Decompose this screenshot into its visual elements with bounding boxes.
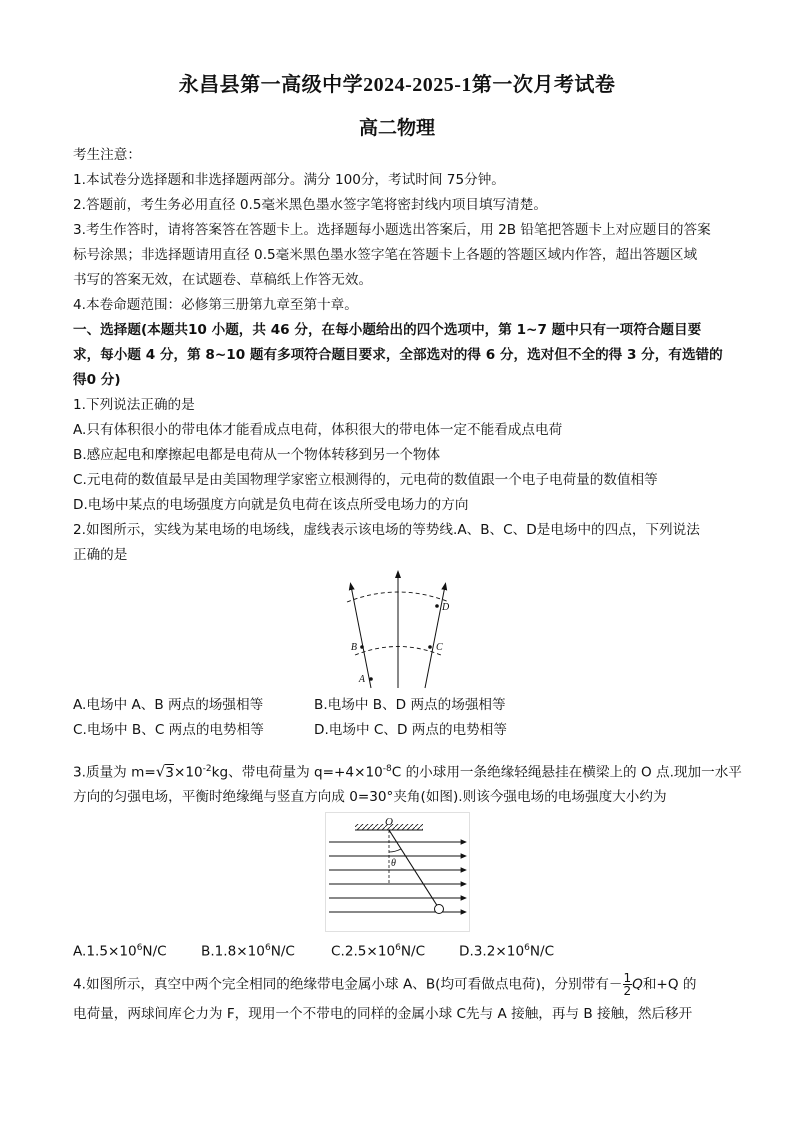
q1-stem: 1.下列说法正确的是 — [73, 397, 195, 413]
q1-option-d: D.电场中某点的电场强度方向就是负电荷在该点所受电场力的方向 — [73, 497, 469, 513]
point-b-dot — [360, 645, 364, 649]
notice-item-1: 1.本试卷分选择题和非选择题两部分。满分 100分，考试时间 75分钟。 — [73, 172, 505, 188]
q3-option-b: $B.1.8\times 10^6N/C$ — [201, 943, 295, 960]
point-a-dot — [369, 677, 373, 681]
notice-item-3a: 3.考生作答时，请将答案答在答题卡上。选择题每小题选出答案后，用 2B 铅笔把答题卡上对应题目的答案 — [73, 222, 711, 238]
charged-ball — [435, 905, 444, 914]
q4-stem-2: 电荷量，两球间库仑力为 F，现用一个不带电的同样的金属小球 C先与 A 接触，再与 B 接触，然后移开 — [73, 1006, 693, 1022]
q3-option-a: $A.1.5\times 10^6N/C$ — [73, 943, 167, 960]
q3-option-c: $C.2.5\times 10^6N/C$ — [331, 943, 426, 960]
section-heading-1: 一、选择题(本题共10 小题，共 46 分，在每小题给出的四个选项中，第 1~7 题中只有一项符合题目要 — [73, 322, 702, 338]
q1-option-b: B.感应起电和摩擦起电都是电荷从一个物体转移到另一个物体 — [73, 447, 441, 463]
q2-option-a: A.电场中 A、B 两点的场强相等 — [73, 697, 264, 713]
notice-item-3b: 标号涂黑；非选择题请用直径 0.5毫米黑色墨水签字笔在答题卡上各题的答题区域内作答，超出答题区域 — [73, 247, 698, 263]
point-c-dot — [428, 645, 432, 649]
q2-option-c: C.电场中 B、C 两点的电势相等 — [73, 722, 264, 738]
q3-pendulum-figure — [325, 812, 470, 932]
notice-item-2: 2.答题前，考生务必用直径 0.5毫米黑色墨水签字笔将密封线内项目填写清楚。 — [73, 197, 547, 213]
angle-arc — [389, 849, 401, 852]
q2-option-d: D.电场中 C、D 两点的电势相等 — [314, 722, 507, 738]
notice-heading: 考生注意： — [73, 147, 141, 163]
q2-option-b: B.电场中 B、D 两点的场强相等 — [314, 697, 506, 713]
q3-stem-1: 3.质量为 $m=√3\times 10^{-2}kg$、带电荷量为 $q=+4\times 10^{-8}C$ 的小球用一条绝缘轻绳悬挂在横梁上的 O 点.现加一水平 — [73, 762, 742, 781]
point-label-d: D — [442, 602, 450, 613]
notice-item-3c: 书写的答案无效，在试题卷、草稿纸上作答无效。 — [73, 272, 373, 288]
q1-option-c: C.元电荷的数值最早是由美国物理学家密立根测得的，元电荷的数值跟一个电子电荷量的数值相等 — [73, 472, 658, 488]
q2-stem-2: 正确的是 — [73, 547, 128, 563]
notice-item-4: 4.本卷命题范围：必修第三册第九章至第十章。 — [73, 297, 358, 313]
field-line-left — [351, 586, 371, 688]
point-d-dot — [435, 604, 439, 608]
exam-subject: 高二物理 — [358, 118, 435, 139]
insulating-string — [389, 830, 438, 907]
q4-stem-1: 4.如图所示，真空中两个完全相同的绝缘带电金属小球 A、B(均可看做点电荷)，分别带有－ $\frac{1}{2}$ Q和+Q 的 — [73, 971, 697, 998]
q2-stem-1: 2.如图所示，实线为某电场的电场线，虚线表示该电场的等势线.A、B、C、D是电场中的四点，下列说法 — [73, 522, 700, 538]
q2-field-figure — [333, 570, 463, 690]
angle-label-theta: θ — [391, 858, 396, 869]
exam-title: 永昌县第一高级中学2024-2025-1第一次月考试卷 — [178, 74, 616, 96]
sqrt-symbol: √ — [155, 762, 166, 781]
q3-stem-2: 方向的匀强电场，平衡时绝缘绳与竖直方向成 0=30°夹角(如图).则该今强电场的电场强度大小约为 — [73, 789, 667, 805]
q3-option-d: $D.3.2\times 10^6N/C$ — [459, 943, 555, 960]
point-label-c: C — [436, 642, 443, 653]
pivot-label-o: O — [385, 816, 393, 828]
point-label-a: A — [358, 674, 365, 685]
section-heading-3: 得0 分) — [73, 372, 121, 388]
field-lines — [329, 842, 466, 912]
point-label-b: B — [350, 642, 357, 653]
fraction-one-half: $\frac{1}{2}$ — [623, 971, 632, 998]
section-heading-2: 求，每小题 4 分，第 8~10 题有多项符合题目要求，全部选对的得 6 分，选对但不全的得 3 分，有选错的 — [73, 347, 723, 363]
q1-option-a: A.只有体积很小的带电体才能看成点电荷，体积很大的带电体一定不能看成点电荷 — [73, 422, 563, 438]
